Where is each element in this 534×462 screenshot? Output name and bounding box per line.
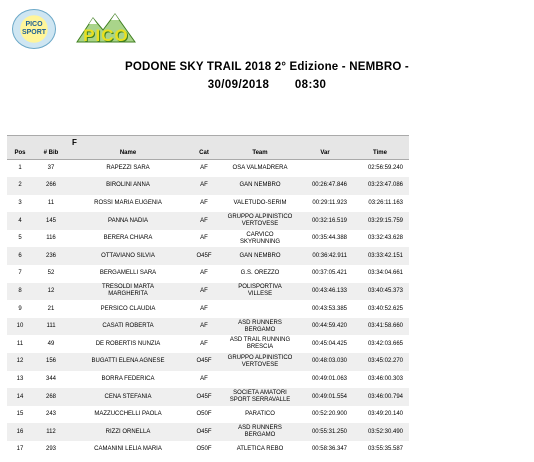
table-row xyxy=(7,177,409,195)
cell-team-line: PARATICO xyxy=(245,411,275,418)
cell-name xyxy=(69,318,187,336)
cell-cat: AF xyxy=(200,340,208,347)
cell-team xyxy=(221,265,299,283)
cell-team-line: BERGAMO xyxy=(244,432,276,439)
cell-team-line: ASD RUNNERS xyxy=(238,425,282,432)
cell-bib: 11 xyxy=(47,199,55,206)
cell-time: 03:55:35.587 xyxy=(367,446,403,453)
cell-name-line: CAMANINI LELIA MARIA xyxy=(94,446,162,453)
cell-bib: 344 xyxy=(45,375,56,382)
cell-team xyxy=(221,353,299,371)
pico-sport-logo xyxy=(12,9,56,49)
cell-team-line: G.S. OREZZO xyxy=(240,270,280,277)
table-row xyxy=(7,283,409,301)
cell-bib: 268 xyxy=(33,388,69,406)
cell-name-line: BIROLINI ANNA xyxy=(106,182,150,189)
cell-team-line: VILLESE xyxy=(247,291,273,298)
cell-team-line: SOCIETA AMATORI xyxy=(233,390,287,397)
cell-name xyxy=(69,177,187,195)
table-row xyxy=(7,353,409,371)
cell-team-line: ASD TRAIL RUNNING xyxy=(229,337,291,344)
table-row xyxy=(7,335,409,353)
cell-pos: 7 xyxy=(18,270,22,277)
table-row xyxy=(7,247,409,265)
cell-name xyxy=(69,406,187,424)
cell-var: 00:45:04.425 xyxy=(311,340,347,347)
col-header-name: Name xyxy=(69,148,187,160)
cell-var: 00:58:36.347 xyxy=(311,446,347,453)
table-row xyxy=(7,388,409,406)
category-label: F xyxy=(69,136,187,149)
cell-name xyxy=(69,300,187,318)
logo-text-top: PICO xyxy=(25,21,43,28)
col-header-pos: Pos xyxy=(7,148,33,160)
cell-team-line: VERTOVESE xyxy=(241,361,279,368)
cell-name xyxy=(69,283,187,301)
cell-team-line: ASD RUNNERS xyxy=(238,319,282,326)
cell-var: 00:29:11.923 xyxy=(312,199,347,206)
cell-bib: 293 xyxy=(45,446,56,453)
cell-name-line: BORRA FEDERICA xyxy=(101,375,155,382)
cell-pos: 3 xyxy=(18,199,22,206)
cell-team xyxy=(221,406,299,424)
cell-name-line: OTTAVIANO SILVIA xyxy=(101,252,155,259)
cell-bib: 116 xyxy=(46,235,56,242)
cell-team-line: SPORT SERRAVALLE xyxy=(229,397,291,404)
table-row xyxy=(7,230,409,248)
cell-cat: AF xyxy=(200,375,208,382)
cell-team xyxy=(221,195,299,213)
cell-cat: O45F xyxy=(187,353,221,371)
cell-name-line: ROSSI MARIA EUGENIA xyxy=(94,199,162,206)
cell-var: 00:43:46.133 xyxy=(299,283,351,301)
cell-team-line: GRUPPO ALPINISTICO xyxy=(227,214,293,221)
cell-team-line: SKYRUNNING xyxy=(239,238,280,245)
cell-team-line: CARVICO xyxy=(246,231,274,238)
cell-time: 03:32:43.628 xyxy=(367,235,403,242)
cell-name xyxy=(69,230,187,248)
cell-team xyxy=(221,423,299,441)
cell-time: 03:40:52.625 xyxy=(367,305,403,312)
cell-name xyxy=(69,335,187,353)
event-datetime xyxy=(0,79,534,91)
cell-name-line: BERGAMELLI SARA xyxy=(99,270,157,277)
cell-team-line: OSA VALMADRERA xyxy=(232,165,288,172)
cell-name-line: BUGATTI ELENA AGNESE xyxy=(91,358,165,365)
cell-name-line: MARGHERITA xyxy=(108,291,148,298)
cell-team-line: BERGAMO xyxy=(244,326,276,333)
cell-cat: O45F xyxy=(187,247,221,265)
cell-name-line: CENA STEFANIA xyxy=(104,393,152,400)
cell-name-line: RIZZI ORNELLA xyxy=(105,428,151,435)
cell-time: 03:41:58.660 xyxy=(351,318,409,336)
cell-bib: 21 xyxy=(47,305,55,312)
cell-pos: 11 xyxy=(16,340,24,347)
cell-team xyxy=(221,177,299,195)
cell-cat: O45F xyxy=(187,423,221,441)
cell-bib: 37 xyxy=(47,165,55,172)
cell-pos: 16 xyxy=(7,423,33,441)
cell-name xyxy=(69,353,187,371)
cell-var: 00:52:20.900 xyxy=(311,411,347,418)
cell-team-line: GAN NEMBRO xyxy=(239,252,281,259)
table-row xyxy=(7,265,409,283)
cell-team-line: BRESCIA xyxy=(246,344,274,351)
cell-cat: O50F xyxy=(196,411,212,418)
cell-var: 00:55:31.250 xyxy=(299,423,351,441)
cell-bib: 145 xyxy=(33,212,69,230)
cell-name xyxy=(69,371,187,389)
cell-name-line: TRESOLDI MARTA xyxy=(101,284,155,291)
cell-team-line: GRUPPO ALPINISTICO xyxy=(227,354,293,361)
cell-time: 03:49:20.140 xyxy=(367,411,403,418)
cell-cat: AF xyxy=(187,212,221,230)
cell-name xyxy=(69,247,187,265)
cell-cat: AF xyxy=(200,270,208,277)
cell-cat: AF xyxy=(200,235,208,242)
cell-var: 00:49:01.063 xyxy=(311,375,347,382)
cell-bib: 243 xyxy=(45,411,56,418)
cell-var: 00:43:53.385 xyxy=(311,305,347,312)
cell-team-line: VALETUDO-SERIM xyxy=(233,199,287,206)
cell-team xyxy=(221,441,299,459)
cell-pos: 8 xyxy=(7,283,33,301)
cell-team xyxy=(221,371,299,389)
cell-cat: AF xyxy=(187,283,221,301)
cell-bib: 111 xyxy=(33,318,69,336)
cell-cat: AF xyxy=(187,177,221,195)
cell-name xyxy=(69,441,187,459)
category-row xyxy=(7,136,409,149)
cell-name-line: PERSICO CLAUDIA xyxy=(100,305,156,312)
table-row xyxy=(7,371,409,389)
cell-pos: 6 xyxy=(7,247,33,265)
cell-pos: 2 xyxy=(7,177,33,195)
event-time: 08:30 xyxy=(294,79,327,91)
cell-time: 03:34:04.661 xyxy=(367,270,403,277)
table-row xyxy=(7,195,409,213)
cell-name xyxy=(69,212,187,230)
cell-pos: 13 xyxy=(16,375,24,382)
results-table xyxy=(7,135,409,459)
cell-name-line: CASATI ROBERTA xyxy=(102,323,154,330)
cell-time: 03:33:42.151 xyxy=(351,247,409,265)
cell-team-line: GAN NEMBRO xyxy=(239,182,281,189)
cell-time: 03:46:00.794 xyxy=(351,388,409,406)
pico-mountain-logo xyxy=(75,8,137,48)
cell-var: 00:37:05.421 xyxy=(311,270,347,277)
cell-name xyxy=(69,195,187,213)
cell-cat: AF xyxy=(200,199,208,206)
cell-team xyxy=(221,388,299,406)
cell-team xyxy=(221,300,299,318)
table-row xyxy=(7,318,409,336)
cell-name-line: PANNA NADIA xyxy=(108,217,148,224)
cell-time: 03:40:45.373 xyxy=(351,283,409,301)
cell-cat: O50F xyxy=(196,446,212,453)
cell-time: 03:26:11.163 xyxy=(368,199,403,206)
cell-name xyxy=(69,423,187,441)
results-body xyxy=(7,160,409,459)
table-row xyxy=(7,423,409,441)
cell-pos: 15 xyxy=(16,411,24,418)
cell-bib: 49 xyxy=(47,340,55,347)
cell-var: 00:49:01.554 xyxy=(299,388,351,406)
cell-var: 00:32:16.519 xyxy=(299,212,351,230)
header-row xyxy=(7,148,409,160)
cell-var: 00:44:59.420 xyxy=(299,318,351,336)
table-row xyxy=(7,300,409,318)
event-title: PODONE SKY TRAIL 2018 2° Edizione - NEMBRO - xyxy=(125,61,409,73)
cell-pos: 17 xyxy=(16,446,24,453)
col-header-bib: # Bib xyxy=(33,148,69,160)
cell-team xyxy=(221,283,299,301)
cell-var xyxy=(299,160,351,178)
col-header-time: Time xyxy=(351,148,409,160)
logo-text-bottom: SPORT xyxy=(21,29,47,36)
cell-team xyxy=(221,230,299,248)
cell-time: 03:23:47.086 xyxy=(351,177,409,195)
logo-word: PICO xyxy=(83,26,129,45)
cell-name-line: BERERA CHIARA xyxy=(103,235,153,242)
cell-team-line: VERTOVESE xyxy=(241,221,279,228)
cell-var: 00:36:42.911 xyxy=(299,247,351,265)
cell-time: 03:45:02.270 xyxy=(351,353,409,371)
cell-time: 03:46:00.303 xyxy=(367,375,403,382)
cell-var: 00:35:44.388 xyxy=(311,235,347,242)
table-row xyxy=(7,160,409,178)
cell-pos: 9 xyxy=(18,305,22,312)
cell-time: 03:42:03.665 xyxy=(367,340,403,347)
cell-team xyxy=(221,160,299,178)
cell-name-line: DE ROBERTIS NUNZIA xyxy=(95,340,161,347)
event-date: 30/09/2018 xyxy=(207,79,270,91)
cell-pos: 10 xyxy=(7,318,33,336)
cell-pos: 12 xyxy=(7,353,33,371)
cell-pos: 14 xyxy=(7,388,33,406)
cell-pos: 5 xyxy=(18,235,22,242)
cell-cat: AF xyxy=(200,305,208,312)
cell-var: 00:26:47.846 xyxy=(299,177,351,195)
cell-pos: 1 xyxy=(18,165,22,172)
cell-name-line: RAPEZZI SARA xyxy=(106,165,150,172)
cell-cat: AF xyxy=(200,165,208,172)
cell-name-line: MAZZUCCHELLI PAOLA xyxy=(94,411,162,418)
cell-name xyxy=(69,265,187,283)
cell-pos: 4 xyxy=(7,212,33,230)
table-row xyxy=(7,212,409,230)
cell-team-line: POLISPORTIVA xyxy=(238,284,282,291)
cell-name xyxy=(69,160,187,178)
cell-time: 03:52:30.490 xyxy=(351,423,409,441)
cell-bib: 12 xyxy=(33,283,69,301)
cell-bib: 266 xyxy=(33,177,69,195)
cell-name xyxy=(69,388,187,406)
cell-team-line: ATLETICA REBO xyxy=(236,446,284,453)
cell-bib: 52 xyxy=(47,270,55,277)
table-row xyxy=(7,441,409,459)
cell-team xyxy=(221,335,299,353)
cell-bib: 236 xyxy=(33,247,69,265)
cell-cat: AF xyxy=(187,318,221,336)
cell-var: 00:48:03.030 xyxy=(299,353,351,371)
table-row xyxy=(7,406,409,424)
cell-time: 03:29:15.759 xyxy=(351,212,409,230)
col-header-team: Team xyxy=(221,148,299,160)
cell-bib: 112 xyxy=(33,423,69,441)
cell-time: 02:56:59.240 xyxy=(367,165,403,172)
cell-team xyxy=(221,247,299,265)
col-header-cat: Cat xyxy=(187,148,221,160)
cell-team xyxy=(221,212,299,230)
col-header-var: Var xyxy=(299,148,351,160)
cell-team xyxy=(221,318,299,336)
cell-bib: 156 xyxy=(33,353,69,371)
cell-cat: O45F xyxy=(187,388,221,406)
